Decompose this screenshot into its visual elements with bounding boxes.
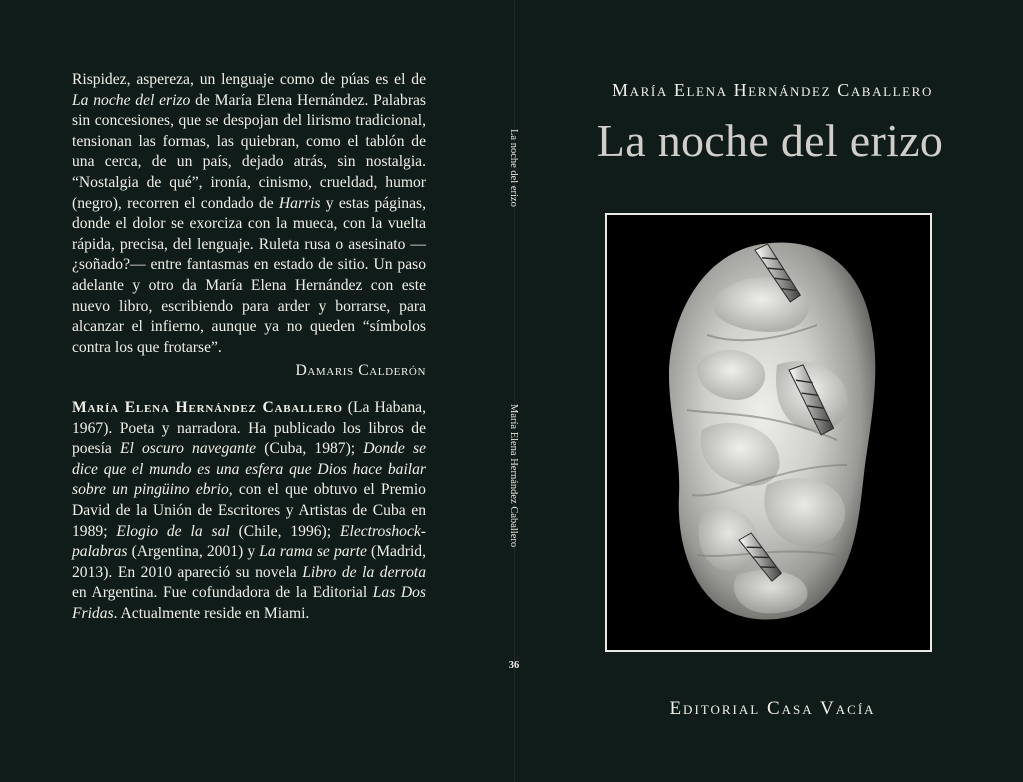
author-biography [72,398,426,625]
blurb-segment: y estas páginas, donde el dolor se exorciza con la mueca, con la vuelta rápida, precisa, del lenguaje. Ruleta rusa o asesinato —¿soñado?— entre fantasmas en estado de sitio. Un paso adelante y otro da María Elena Hernández con este nuevo libro, escribiendo para arder y borrarse, para alcanzar el infierno, aunque ya no queden “símbolos contra los que frotarse”. [72,194,426,356]
spine-number: 36 [508,660,520,671]
back-cover-blurb [72,70,426,358]
bio-segment: María Elena Hernández Caballero [72,399,343,416]
blurb-segment: La noche del erizo [72,91,191,109]
spine-title: La noche del erizo [508,129,519,207]
cover-author: María Elena Hernández Caballero [612,80,933,100]
sculpture-illustration [607,215,930,650]
back-cover-blurb-block [72,70,426,380]
bio-segment: Electroshock-palabras [72,522,426,561]
bio-segment: , con el que obtuvo el Premio David de la Unión de Escritores y Artistas de Cuba en 1989; [72,481,426,540]
bio-segment: La rama se parte [259,543,367,561]
blurb-segment: Harris [278,194,321,212]
bio-segment: El oscuro navegante [120,440,257,458]
cover-artwork [605,213,932,652]
bio-segment: en Argentina. Fue cofundadora de la Editorial [72,584,373,602]
bio-segment: (Argentina, 2001) y [127,543,260,561]
blurb-signature: Damaris Calderón [295,362,426,380]
bio-segment: Libro de la derrota [302,563,426,581]
bio-segment: (Madrid, 2013). En 2010 apareció su novela [72,543,426,581]
cover-publisher: Editorial Casa Vacía [669,698,876,719]
bio-segment: . Actualmente reside en Miami. [113,604,310,622]
bio-segment: (La Habana, 1967). Poeta y narradora. Ha publicado los libros de poesía [72,399,426,458]
blurb-segment: Rispidez, aspereza, un lenguaje como de púas es el de [72,71,426,88]
blurb-segment: de María Elena Hernández. Palabras sin concesiones, que se despojan del lirismo tradicional, tensionan las formas, las quiebran, como el tablón de una cerca, de un país, dejado atrás, sin nostalgia. “Nostalgia de qué”, ironía, cinismo, crueldad, humor (negro), recorren el condado de [72,91,426,212]
bio-segment: Elogio de la sal [116,522,230,540]
bio-segment: (Cuba, 1987); [256,440,364,458]
bio-segment: Las Dos Fridas [72,584,426,622]
bio-segment: Donde se dice que el mundo es una esfera que Dios hace bailar sobre un pingüino ebrio [72,440,426,499]
bio-segment: (Chile, 1996); [229,522,340,540]
spine-author: María Elena Hernández Caballero [508,404,519,548]
cover-title: La noche del erizo [596,115,944,166]
